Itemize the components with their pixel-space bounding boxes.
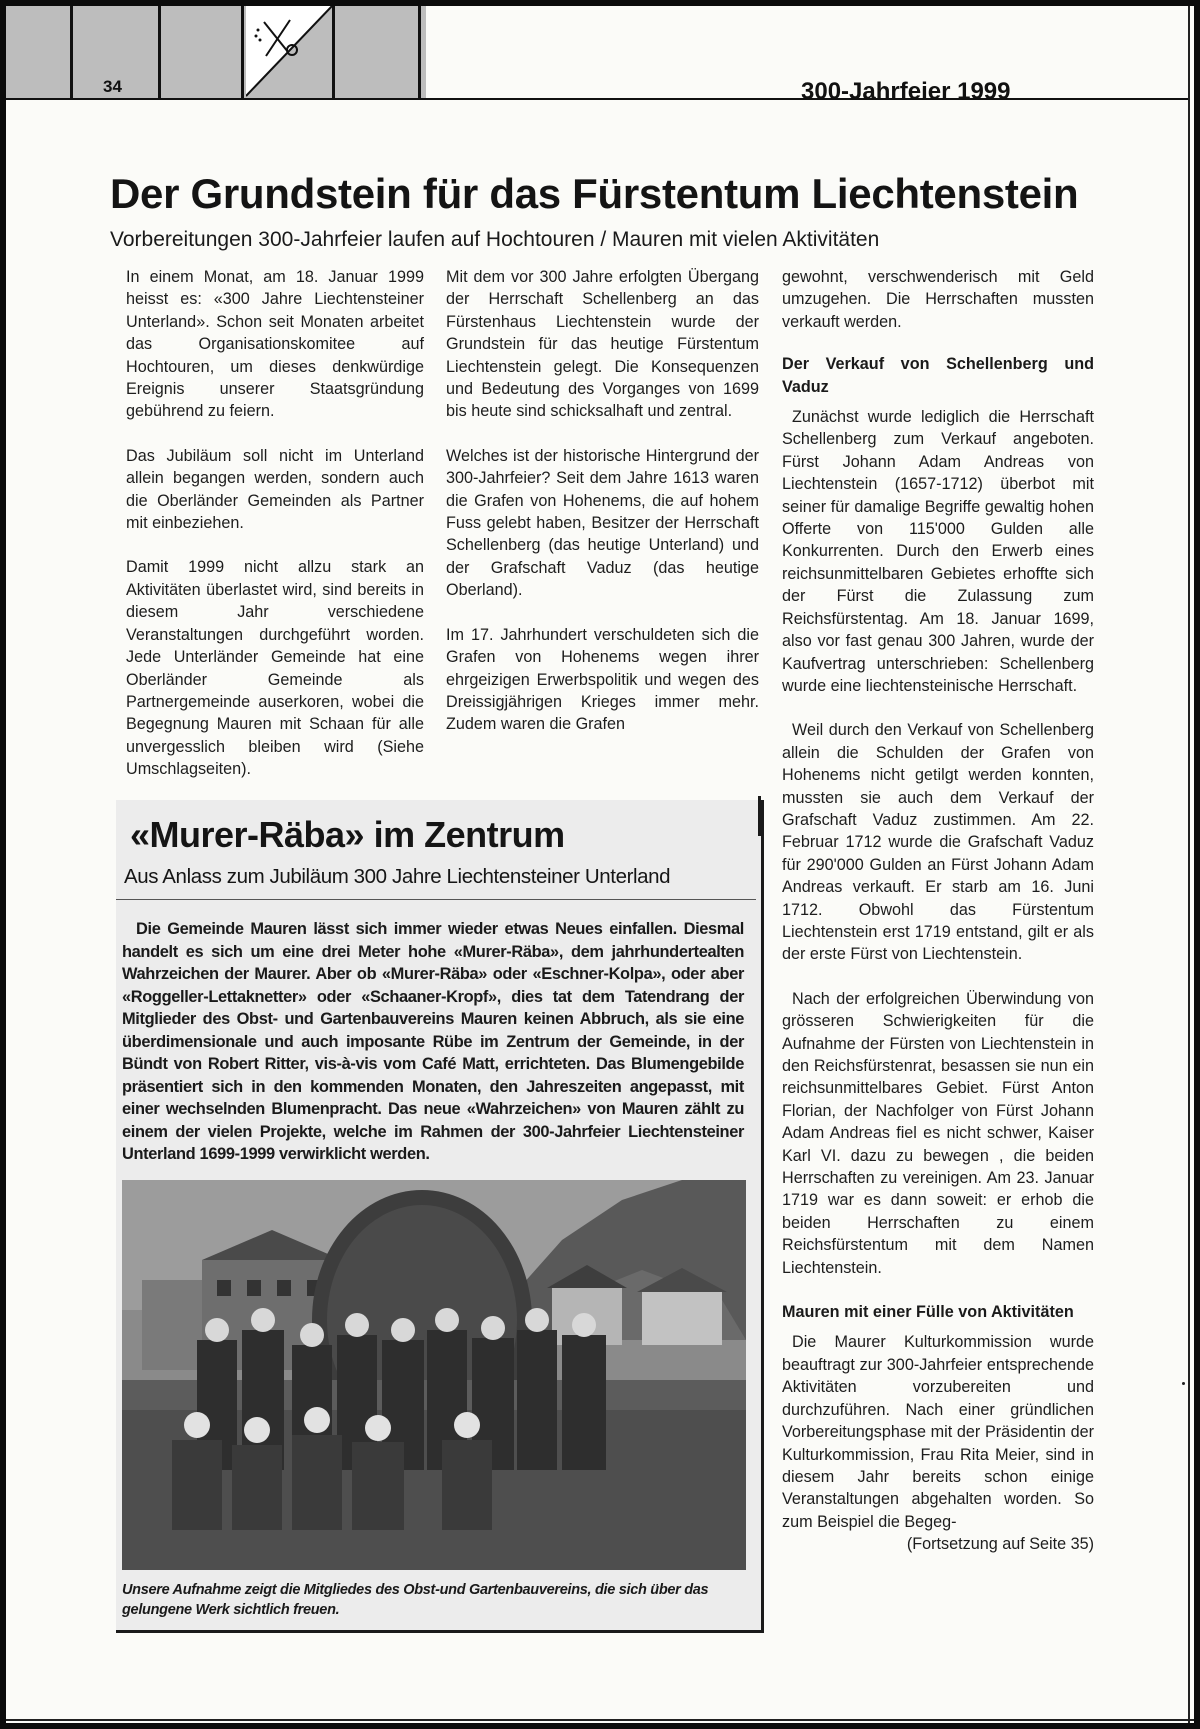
paragraph: Nach der erfolgreichen Überwindung von grösseren Schwierigkeiten für die Aufnahme der Fürsten von Liechtenstein in den Reichsfürstenrat, besassen sie nun ein reichsunmittelbares Gebiet. Fürst Anton Florian, der Nachfolger von Fürst Johann Adam Andreas fiel es nicht schwer, Kaiser Karl VI. dazu zu bewegen , die beiden Herrschaften zu vereinigen. Am 23. Januar 1719 war es dann soweit: er erhob die beiden Herrschaften zu einem Reichsfürstentum mit dem Namen Liechtenstein. xyxy=(782,989,1094,1277)
crossed-tools-emblem-icon xyxy=(246,6,334,98)
paragraph: gewohnt, verschwenderisch mit Geld umzugehen. Die Herrschaften mussten verkauft werden. xyxy=(782,268,1094,331)
page-edge-rule xyxy=(1188,6,1190,1723)
header-divider xyxy=(158,6,161,100)
sidebar-paragraph: Die Gemeinde Mauren lässt sich immer wieder etwas Neues einfallen. Diesmal handelt es sich um eine drei Meter hohe «Murer-Räba», dem jahrhundertealten Wahrzeichen der Maurer. Aber ob «Murer-Räba» oder «Eschner-Kolpa», oder aber «Roggeller-Lettaknetter» oder «Schaaner-Kropf», dies tat dem Tatendrang der Mitglieder des Obst- und Gartenbauvereins Mauren keinen Abbruch, als sie eine überdimensionale und auch imposante Rübe im Zentrum der Gemeinde, in der Bündt von Robert Ritter, vis-à-vis vom Café Matt, errichteten. Das Blumengebilde präsentiert sich in den kommenden Monaten, den Jahreszeiten angepasst, mit einer wechselnden Blumenpracht. Das neue «Wahrzeichen» von Mauren zählt zu einem der vielen Projekte, welche im Rahmen der 300-Jahrfeier Liechtensteiner Unterland 1699-1999 verwirklicht werden. xyxy=(122,920,744,1163)
article-column-1 xyxy=(126,266,424,803)
sidebar-rule xyxy=(758,796,761,836)
group-photo xyxy=(122,1180,746,1570)
article-column-3 xyxy=(782,266,1094,1556)
paragraph: Damit 1999 nicht allzu stark an Aktivitäten überlastet wird, sind bereits in diesem Jahr verschiedene Veranstaltungen durchgeführt worden. Jede Unterländer Gemeinde hat eine Oberländer Gemeinde als Partnergemeinde auserkoren, wobei die Begegnung Mauren mit Schaan für alle unvergesslich bleiben wird (Siehe Umschlagseiten). xyxy=(126,558,424,779)
paragraph: Die Maurer Kulturkommission wurde beauftragt zur 300-Jahrfeier entsprechende Aktivitäten vorzubereiten und durchzuführen. Nach einer gründlichen Vorbereitungsphase mit der Präsidentin der Kulturkommission, Frau Rita Meier, sind in diesem Jahr bereits schon einige Veranstaltungen abgehalten worden. So zum Beispiel die Begeg- xyxy=(782,1333,1094,1531)
section-heading: Der Verkauf von Schellenberg und Vaduz xyxy=(782,355,1094,396)
sidebar-body xyxy=(122,918,744,1166)
margin-mark xyxy=(1182,1382,1185,1385)
header-divider xyxy=(241,6,244,100)
continuation-note: (Fortsetzung auf Seite 35) xyxy=(906,1535,1094,1554)
page-bottom-rule xyxy=(6,1719,1194,1721)
page-number: 34 xyxy=(103,77,122,96)
sidebar-title: «Murer-Räba» im Zentrum xyxy=(130,814,565,855)
section-heading: Mauren mit einer Fülle von Aktivitäten xyxy=(782,1303,1074,1322)
photo-caption: Unsere Aufnahme zeigt die Mitgliedes des Obst-und Gartenbauvereins, die sich über das gelungene Werk sichtlich freuen. xyxy=(122,1582,709,1618)
paragraph: In einem Monat, am 18. Januar 1999 heisst es: «300 Jahre Liechtensteiner Unterland». Schon seit Monaten arbeitet das Organisationskomitee auf Hochtouren, um dieses denkwürdige Ereignis unserer Staatsgründung gebührend zu feiern. xyxy=(126,268,424,421)
article-subtitle: Vorbereitungen 300-Jahrfeier laufen auf Hochtouren / Mauren mit vielen Aktivitäten xyxy=(110,228,880,251)
sidebar-divider xyxy=(116,899,756,900)
paragraph: Im 17. Jahrhundert verschuldeten sich die Grafen von Hohenems wegen ihrer ehrgeizigen Erwerbspolitik und wegen des Dreissigjährigen Krieges immer mehr. Zudem waren die Grafen xyxy=(446,625,759,734)
section-title: 300-Jahrfeier 1999 xyxy=(801,78,1011,105)
paragraph: Weil durch den Verkauf von Schellenberg allein die Schulden der Grafen von Hohenems nicht getilgt werden konnten, mussten sie auch dem Verkauf der Grafschaft Vaduz zustimmen. Am 22. Februar 1712 wurde die Grafschaft Vaduz für 290'000 Gulden an Fürst Johann Adam Andreas verkauft. Er starb am 16. Juni 1712. Obwohl das Fürstentum Liechtenstein erst 1719 entstand, gilt er als der erste Fürst von Liechtenstein. xyxy=(782,721,1094,964)
article-column-2 xyxy=(446,266,759,736)
sidebar-subtitle: Aus Anlass zum Jubiläum 300 Jahre Liechtensteiner Unterland xyxy=(124,865,671,888)
header-divider xyxy=(70,6,73,100)
paragraph: Zunächst wurde lediglich die Herrschaft Schellenberg zum Verkauf angeboten. Fürst Johann Adam Andreas von Liechtenstein (1657-1712) überbot mit seiner für damalige Begriffe gewaltig hohen Offerte von 115'000 Gulden alle Konkurrenten. Durch den Erwerb eines reichsunmittelbaren Gebietes erhoffte sich der Fürst die Zulassung zum Reichsfürstentag. Am 18. Januar 1699, also vor fast genau 300 Jahren, wurde der Kaufvertrag unterschrieben: Schellenberg wurde eine liechtensteinische Herrschaft. xyxy=(782,408,1094,695)
paragraph: Welches ist der historische Hintergrund der 300-Jahrfeier? Seit dem Jahre 1613 waren die Grafen von Hohenems, die auf hohem Fuss gelebt haben, Besitzer der Herrschaft Schellenberg (das heutige Unterland) und der Grafschaft Vaduz (das heutige Oberland). xyxy=(446,446,759,600)
paragraph: Mit dem vor 300 Jahre erfolgten Übergang der Herrschaft Schellenberg an das Fürstenhaus Liechtenstein wurde der Grundstein für das heutige Fürstentum Liechtenstein gelegt. Die Konsequenzen und Bedeutung des Vorganges von 1699 bis heute sind schicksalhaft und zentral. xyxy=(446,268,759,421)
article-title: Der Grundstein für das Fürstentum Liechtenstein xyxy=(110,170,1079,217)
photo-illustration xyxy=(122,1180,746,1570)
header-divider xyxy=(418,6,421,100)
newspaper-page xyxy=(6,6,1194,1723)
header-bar xyxy=(6,6,426,100)
paragraph: Das Jubiläum soll nicht im Unterland allein begangen werden, sondern auch die Oberländer Gemeinden als Partner mit einbeziehen. xyxy=(126,446,424,533)
